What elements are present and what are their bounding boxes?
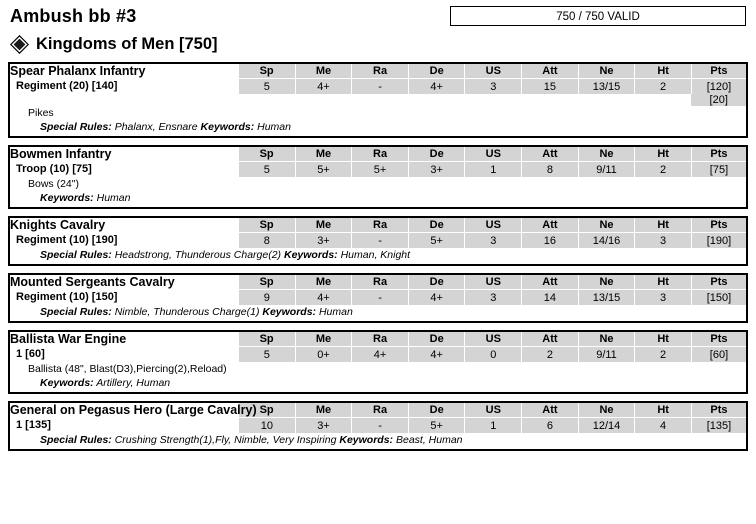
stat-value-me: 4+ (295, 79, 352, 95)
stat-value-ra: 5+ (352, 162, 409, 178)
keywords-value: Human, Knight (340, 249, 411, 261)
stat-header-ht: Ht (635, 64, 692, 79)
keywords-label: Keywords: (200, 121, 255, 133)
unit-header-row (10, 403, 746, 418)
stat-value-ht: 3 (635, 290, 692, 306)
unit-name-label: Knights (10, 218, 60, 232)
unit-profile (10, 290, 239, 306)
stat-value-ne: 12/14 (578, 418, 635, 434)
special-rules-label: Special Rules: (40, 434, 112, 446)
stat-value-ht: 2 (635, 79, 692, 95)
unit-stat-table (10, 147, 746, 177)
points-value: [190] (691, 233, 746, 249)
stat-header-pts: Pts (691, 332, 746, 347)
stat-header-us: US (465, 403, 522, 418)
unit-block (8, 273, 748, 323)
unit-rules (10, 433, 746, 449)
stat-header-att: Att (522, 64, 579, 79)
unit-block (8, 62, 748, 138)
unit-name (10, 64, 239, 79)
unit-header-row (10, 218, 746, 233)
unit-name (10, 332, 239, 347)
unit-type-label: War Engine (57, 332, 127, 346)
stat-header-sp: Sp (239, 64, 296, 79)
unit-profile-row (10, 290, 746, 306)
unit-equipment: Ballista (48", Blast(D3),Piercing(2),Reload) (28, 363, 227, 375)
unit-header-row (10, 332, 746, 347)
stat-header-ra: Ra (352, 147, 409, 162)
unit-equipment: Bows (24") (28, 178, 79, 190)
stat-value-ne: 9/11 (578, 347, 635, 363)
unit-type-label: Cavalry (129, 275, 175, 289)
unit-type-label: Infantry (65, 147, 112, 161)
stat-header-sp: Sp (239, 332, 296, 347)
unit-block (8, 330, 748, 394)
unit-block (8, 216, 748, 266)
stat-value-de: 5+ (408, 233, 465, 249)
unit-profile-row (10, 79, 746, 95)
stat-header-me: Me (295, 64, 352, 79)
unit-name (10, 275, 239, 290)
unit-profile (10, 347, 239, 363)
stat-header-us: US (465, 275, 522, 290)
unit-profile-label: Troop (10) [75] (16, 163, 92, 175)
status-badge: 750 / 750 VALID (450, 6, 746, 26)
unit-name (10, 147, 239, 162)
unit-type-label: Cavalry (60, 218, 106, 232)
stat-value-de: 4+ (408, 79, 465, 95)
unit-stat-table (10, 218, 746, 248)
unit-name-label: Bowmen (10, 147, 66, 161)
stat-header-ht: Ht (635, 147, 692, 162)
stat-value-ht: 4 (635, 418, 692, 434)
points-value: [75] (691, 162, 746, 178)
unit-profile (10, 233, 239, 249)
unit-equipment: Pikes (28, 107, 54, 119)
unit-rules (10, 120, 746, 136)
stat-value-me: 5+ (295, 162, 352, 178)
points-value: [60] (691, 347, 746, 363)
stat-header-ht: Ht (635, 275, 692, 290)
unit-header-row (10, 147, 746, 162)
page-title: Ambush bb #3 (10, 6, 137, 26)
stat-value-us: 1 (465, 418, 522, 434)
stat-header-ne: Ne (578, 218, 635, 233)
unit-block (8, 401, 748, 451)
stat-header-pts: Pts (691, 275, 746, 290)
stat-value-sp: 5 (239, 79, 296, 95)
stat-value-ht: 2 (635, 347, 692, 363)
stat-header-pts: Pts (691, 147, 746, 162)
stat-header-ne: Ne (578, 403, 635, 418)
stat-value-att: 14 (522, 290, 579, 306)
stat-value-sp: 10 (239, 418, 296, 434)
keywords-label: Keywords: (339, 434, 394, 446)
unit-header-row (10, 64, 746, 79)
stat-value-us: 3 (465, 290, 522, 306)
unit-profile-label: 1 [135] (16, 419, 51, 431)
stat-value-me: 4+ (295, 290, 352, 306)
keywords-label: Keywords: (40, 377, 94, 389)
stat-header-att: Att (522, 332, 579, 347)
keywords-value: Human (257, 121, 291, 133)
stat-header-me: Me (295, 218, 352, 233)
stat-header-att: Att (522, 403, 579, 418)
force-heading (8, 32, 748, 56)
unit-profile (10, 162, 239, 178)
stat-value-ra: - (352, 290, 409, 306)
keywords-label: Keywords: (262, 306, 317, 318)
stat-value-us: 0 (465, 347, 522, 363)
keywords-value: Beast, Human (395, 434, 463, 446)
force-name: Kingdoms of Men [750] (36, 35, 218, 53)
stat-value-att: 15 (522, 79, 579, 95)
unit-block (8, 145, 748, 209)
points-value: [135] (691, 418, 746, 434)
stat-header-ra: Ra (352, 64, 409, 79)
stat-value-us: 1 (465, 162, 522, 178)
stat-header-me: Me (295, 147, 352, 162)
stat-header-att: Att (522, 147, 579, 162)
stat-header-ht: Ht (635, 403, 692, 418)
unit-profile-row (10, 418, 746, 434)
stat-header-de: De (408, 147, 465, 162)
stat-header-sp: Sp (239, 147, 296, 162)
unit-profile-row (10, 347, 746, 363)
stat-header-ht: Ht (635, 218, 692, 233)
unit-name (10, 218, 239, 233)
stat-header-de: De (408, 218, 465, 233)
stat-value-ne: 14/16 (578, 233, 635, 249)
unit-name-label: Spear Phalanx (10, 64, 100, 78)
unit-rules (10, 191, 746, 207)
stat-value-me: 0+ (295, 347, 352, 363)
stat-value-ne: 9/11 (578, 162, 635, 178)
unit-type-label: Hero (Large Cavalry) (133, 403, 257, 417)
stat-value-att: 2 (522, 347, 579, 363)
unit-profile-label: Regiment (10) [190] (16, 234, 118, 246)
special-rules-value: Crushing Strength(1),Fly, Nimble, Very Inspiring (114, 434, 337, 446)
spacer-cell (10, 94, 691, 106)
stat-header-pts: Pts (691, 64, 746, 79)
unit-profile-label: Regiment (10) [150] (16, 291, 118, 303)
unit-profile-row (10, 162, 746, 178)
unit-profile (10, 418, 239, 434)
stat-value-me: 3+ (295, 233, 352, 249)
stat-header-ra: Ra (352, 218, 409, 233)
stat-header-us: US (465, 64, 522, 79)
stat-header-me: Me (295, 275, 352, 290)
unit-profile-label: 1 [60] (16, 348, 45, 360)
stat-value-de: 3+ (408, 162, 465, 178)
stat-header-ra: Ra (352, 275, 409, 290)
special-rules-value: Headstrong, Thunderous Charge(2) (114, 249, 282, 261)
unit-header-row (10, 275, 746, 290)
keywords-label: Keywords: (283, 249, 338, 261)
unit-stat-table (10, 403, 746, 433)
stat-header-pts: Pts (691, 218, 746, 233)
stat-header-ne: Ne (578, 275, 635, 290)
unit-name-label: General on Pegasus (10, 403, 134, 417)
stat-header-de: De (408, 332, 465, 347)
stat-header-ne: Ne (578, 147, 635, 162)
stat-header-sp: Sp (239, 275, 296, 290)
stat-header-ra: Ra (352, 332, 409, 347)
stat-value-sp: 5 (239, 162, 296, 178)
unit-points-extra-row (10, 94, 746, 106)
unit-rules (10, 305, 746, 321)
stat-value-ra: - (352, 79, 409, 95)
stat-value-sp: 8 (239, 233, 296, 249)
stat-value-de: 5+ (408, 418, 465, 434)
keywords-value: Human (96, 192, 131, 204)
stat-header-ra: Ra (352, 403, 409, 418)
page-header (8, 6, 748, 28)
keywords-value: Artillery, Human (96, 377, 171, 389)
stat-value-sp: 9 (239, 290, 296, 306)
unit-stat-table (10, 332, 746, 362)
stat-header-sp: Sp (239, 218, 296, 233)
unit-profile-label: Regiment (20) [140] (16, 80, 118, 92)
special-rules-value: Nimble, Thunderous Charge(1) (114, 306, 260, 318)
stat-value-ne: 13/15 (578, 79, 635, 95)
stat-value-ra: 4+ (352, 347, 409, 363)
unit-list (8, 62, 748, 451)
points-extra-value: [20] (691, 94, 746, 106)
stat-value-us: 3 (465, 233, 522, 249)
stat-header-us: US (465, 147, 522, 162)
stat-header-ne: Ne (578, 332, 635, 347)
stat-header-us: US (465, 218, 522, 233)
stat-value-att: 16 (522, 233, 579, 249)
stat-value-ne: 13/15 (578, 290, 635, 306)
unit-name (10, 403, 257, 418)
points-value: [120] (691, 79, 746, 95)
stat-header-de: De (408, 275, 465, 290)
unit-stat-table (10, 275, 746, 305)
stat-value-ht: 3 (635, 233, 692, 249)
stat-header-sp: Sp (239, 403, 296, 418)
stat-value-de: 4+ (408, 347, 465, 363)
unit-rules (10, 248, 746, 264)
unit-profile-row (10, 233, 746, 249)
unit-rules (10, 376, 746, 392)
stat-header-me: Me (295, 403, 352, 418)
stat-header-att: Att (522, 275, 579, 290)
unit-profile (10, 79, 239, 95)
stat-value-me: 3+ (295, 418, 352, 434)
stat-header-pts: Pts (691, 403, 746, 418)
stat-header-ht: Ht (635, 332, 692, 347)
keywords-value: Human (318, 306, 353, 318)
stat-header-att: Att (522, 218, 579, 233)
diamond-shield-icon (10, 35, 29, 54)
stat-value-de: 4+ (408, 290, 465, 306)
stat-value-att: 6 (522, 418, 579, 434)
stat-value-ht: 2 (635, 162, 692, 178)
stat-header-ne: Ne (578, 64, 635, 79)
unit-stat-table (10, 64, 746, 106)
special-rules-label: Special Rules: (40, 249, 112, 261)
points-value: [150] (691, 290, 746, 306)
stat-value-ra: - (352, 233, 409, 249)
stat-value-us: 3 (465, 79, 522, 95)
special-rules-label: Special Rules: (40, 306, 112, 318)
stat-value-att: 8 (522, 162, 579, 178)
stat-header-me: Me (295, 332, 352, 347)
unit-type-label: Infantry (99, 64, 146, 78)
unit-name-label: Ballista (10, 332, 58, 346)
stat-header-de: De (408, 64, 465, 79)
special-rules-label: Special Rules: (40, 121, 112, 133)
stat-value-ra: - (352, 418, 409, 434)
stat-header-us: US (465, 332, 522, 347)
special-rules-value: Phalanx, Ensnare (114, 121, 198, 133)
unit-name-label: Mounted Sergeants (10, 275, 130, 289)
stat-value-sp: 5 (239, 347, 296, 363)
keywords-label: Keywords: (40, 192, 94, 204)
stat-header-de: De (408, 403, 465, 418)
